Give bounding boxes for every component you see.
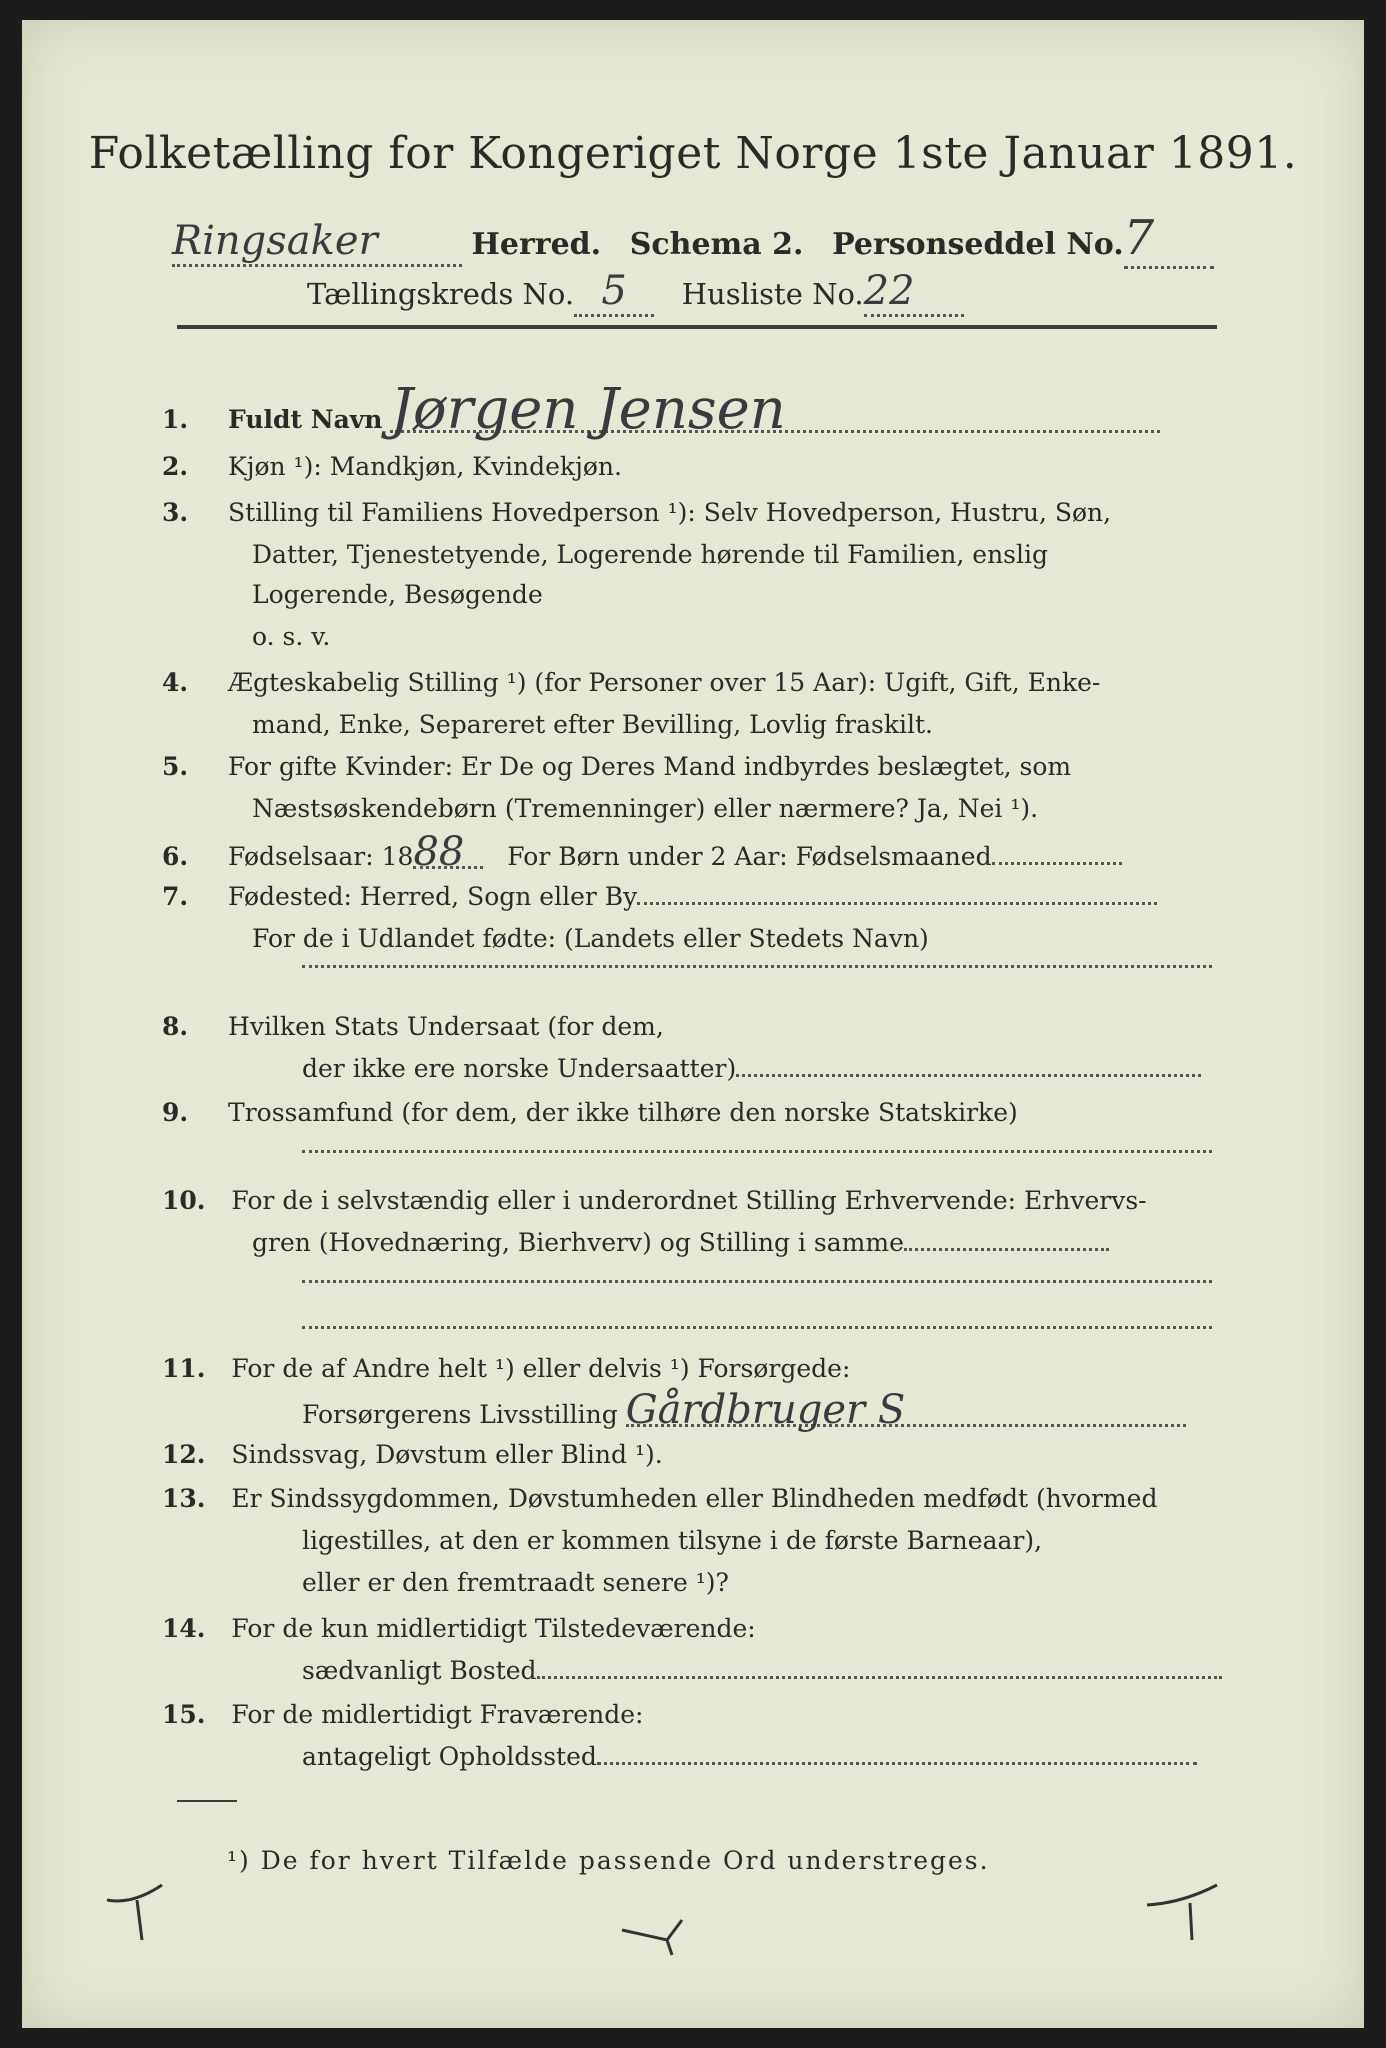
husliste-value: 22 [864,268,964,317]
q15-line2-row [302,1742,1197,1771]
q3-row [162,498,1111,527]
kreds-label: Tællingskreds No. [307,277,575,311]
q9-blank [302,1150,1212,1153]
q14-row [162,1614,756,1643]
herred-label: Herred. [471,227,602,262]
q11-number: 11. [162,1354,206,1383]
q3-line3: Logerende, Besøgende [252,580,543,609]
q14-line2: sædvanligt Bosted [302,1656,537,1685]
q8-row [162,1012,664,1041]
q8-line2: der ikke ere norske Undersaatter) [302,1054,737,1083]
q10-blank [904,1248,1109,1251]
q14-number: 14. [162,1614,206,1643]
q2-row [162,452,622,481]
q6-label: Fødselsaar: 18 [228,842,414,871]
q3-line1: Stilling til Familiens Hovedperson ¹): Selv Hovedperson, Hustru, Søn, [228,498,1112,527]
q1-row [162,377,1160,442]
q8-line1: Hvilken Stats Undersaat (for dem, [228,1012,664,1041]
husliste-label: Husliste No. [681,277,864,311]
q8-line2-row [302,1054,1201,1083]
q11-value: Gårdbruger S [626,1396,1186,1427]
q10-row [162,1186,1147,1215]
q3-line4: o. s. v. [252,622,331,651]
q13-number: 13. [162,1484,206,1513]
q1-name-value: Jørgen Jensen [390,390,1160,433]
q6-rest: For Børn under 2 Aar: Fødselsmaaned [507,842,992,871]
kreds-value: 5 [574,268,654,317]
q4-row [162,668,1100,697]
q12-line1: Sindssvag, Døvstum eller Blind ¹). [231,1440,663,1469]
corner-mark-right [1142,1875,1222,1945]
q4-line2: mand, Enke, Separeret efter Bevilling, Lovlig fraskilt. [252,710,933,739]
q5-line2: Næstsøskendebørn (Tremenninger) eller nærmere? Ja, Nei ¹). [252,794,1039,823]
q13-row [162,1484,1157,1513]
q7-line1: Fødested: Herred, Sogn eller By [228,882,638,911]
q10-number: 10. [162,1186,206,1215]
q5-row [162,752,1071,781]
q10-line2-row [252,1228,1109,1257]
header-rule [177,325,1217,329]
q6-month-blank [992,862,1122,865]
footnote: ¹) De for hvert Tilfælde passende Ord understreges. [227,1846,990,1875]
q13-line3: eller er den fremtraadt senere ¹)? [302,1568,729,1597]
q11-row [162,1354,850,1383]
q2-number: 2. [162,452,189,481]
q10-blank-2 [302,1280,1212,1283]
q11-line1: For de af Andre helt ¹) eller delvis ¹) Forsørgede: [231,1354,851,1383]
census-form-sheet [22,20,1364,2028]
herred-value: Ringsaker [172,218,462,267]
corner-mark-center [612,1910,692,1960]
schema-label: Schema 2. [629,227,804,262]
q13-line1: Er Sindssygdommen, Døvstumheden eller Blindheden medfødt (hvormed [231,1484,1158,1513]
q11-line2-row [302,1387,1186,1433]
q15-line1: For de midlertidigt Fraværende: [231,1700,644,1729]
q9-row [162,1098,1018,1127]
q4-number: 4. [162,668,189,697]
q5-number: 5. [162,752,189,781]
q2-text: Kjøn ¹): Mandkjøn, Kvindekjøn. [228,452,622,481]
q14-blank [537,1676,1222,1679]
q3-line2: Datter, Tjenestetyende, Logerende hørende til Familien, enslig [252,540,1049,569]
kreds-line [307,268,964,317]
q13-line2: ligestilles, at den er kommen tilsyne i de første Barneaar), [302,1526,1043,1555]
q15-row [162,1700,643,1729]
q14-line1: For de kun midlertidigt Tilstedeværende: [231,1614,756,1643]
q15-number: 15. [162,1700,206,1729]
q6-number: 6. [162,842,189,871]
q1-label: Fuldt Navn [228,405,383,434]
q5-line1: For gifte Kvinder: Er De og Deres Mand indbyrdes beslægtet, som [228,752,1072,781]
q12-number: 12. [162,1440,206,1469]
q15-line2: antageligt Opholdssted [302,1742,597,1771]
q7-line2: For de i Udlandet fødte: (Landets eller Stedets Navn) [252,924,929,953]
personseddel-label: Personseddel No. [832,227,1124,262]
q6-year-value: 88 [413,838,483,869]
q7-number: 7. [162,882,189,911]
footnote-rule [177,1800,237,1802]
q10-line2: gren (Hovednæring, Bierhverv) og Stilling i samme [252,1228,904,1257]
q7-blank [637,902,1157,905]
form-title: Folketælling for Kongeriget Norge 1ste Januar 1891. [88,128,1298,179]
q7-row [162,882,1157,911]
q6-row [162,829,1122,875]
q4-line1: Ægteskabelig Stilling ¹) (for Personer over 15 Aar): Ugift, Gift, Enke- [228,668,1101,697]
q14-line2-row [302,1656,1222,1685]
q9-line1: Trossamfund (for dem, der ikke tilhøre den norske Statskirke) [228,1098,1018,1127]
q8-blank [736,1074,1201,1077]
q10-line1: For de i selvstændig eller i underordnet Stilling Erhvervende: Erhvervs- [231,1186,1147,1215]
q10-blank-3 [302,1326,1212,1329]
q11-line2: Forsørgerens Livsstilling [302,1400,618,1429]
q12-row [162,1440,663,1469]
corner-mark-left [102,1880,172,1950]
q7-blank-2 [302,965,1212,968]
q1-number: 1. [162,405,189,434]
q8-number: 8. [162,1012,189,1041]
q15-blank [597,1762,1197,1765]
personseddel-value: 7 [1124,210,1214,269]
q9-number: 9. [162,1098,189,1127]
herred-line [172,210,1214,269]
q3-number: 3. [162,498,189,527]
